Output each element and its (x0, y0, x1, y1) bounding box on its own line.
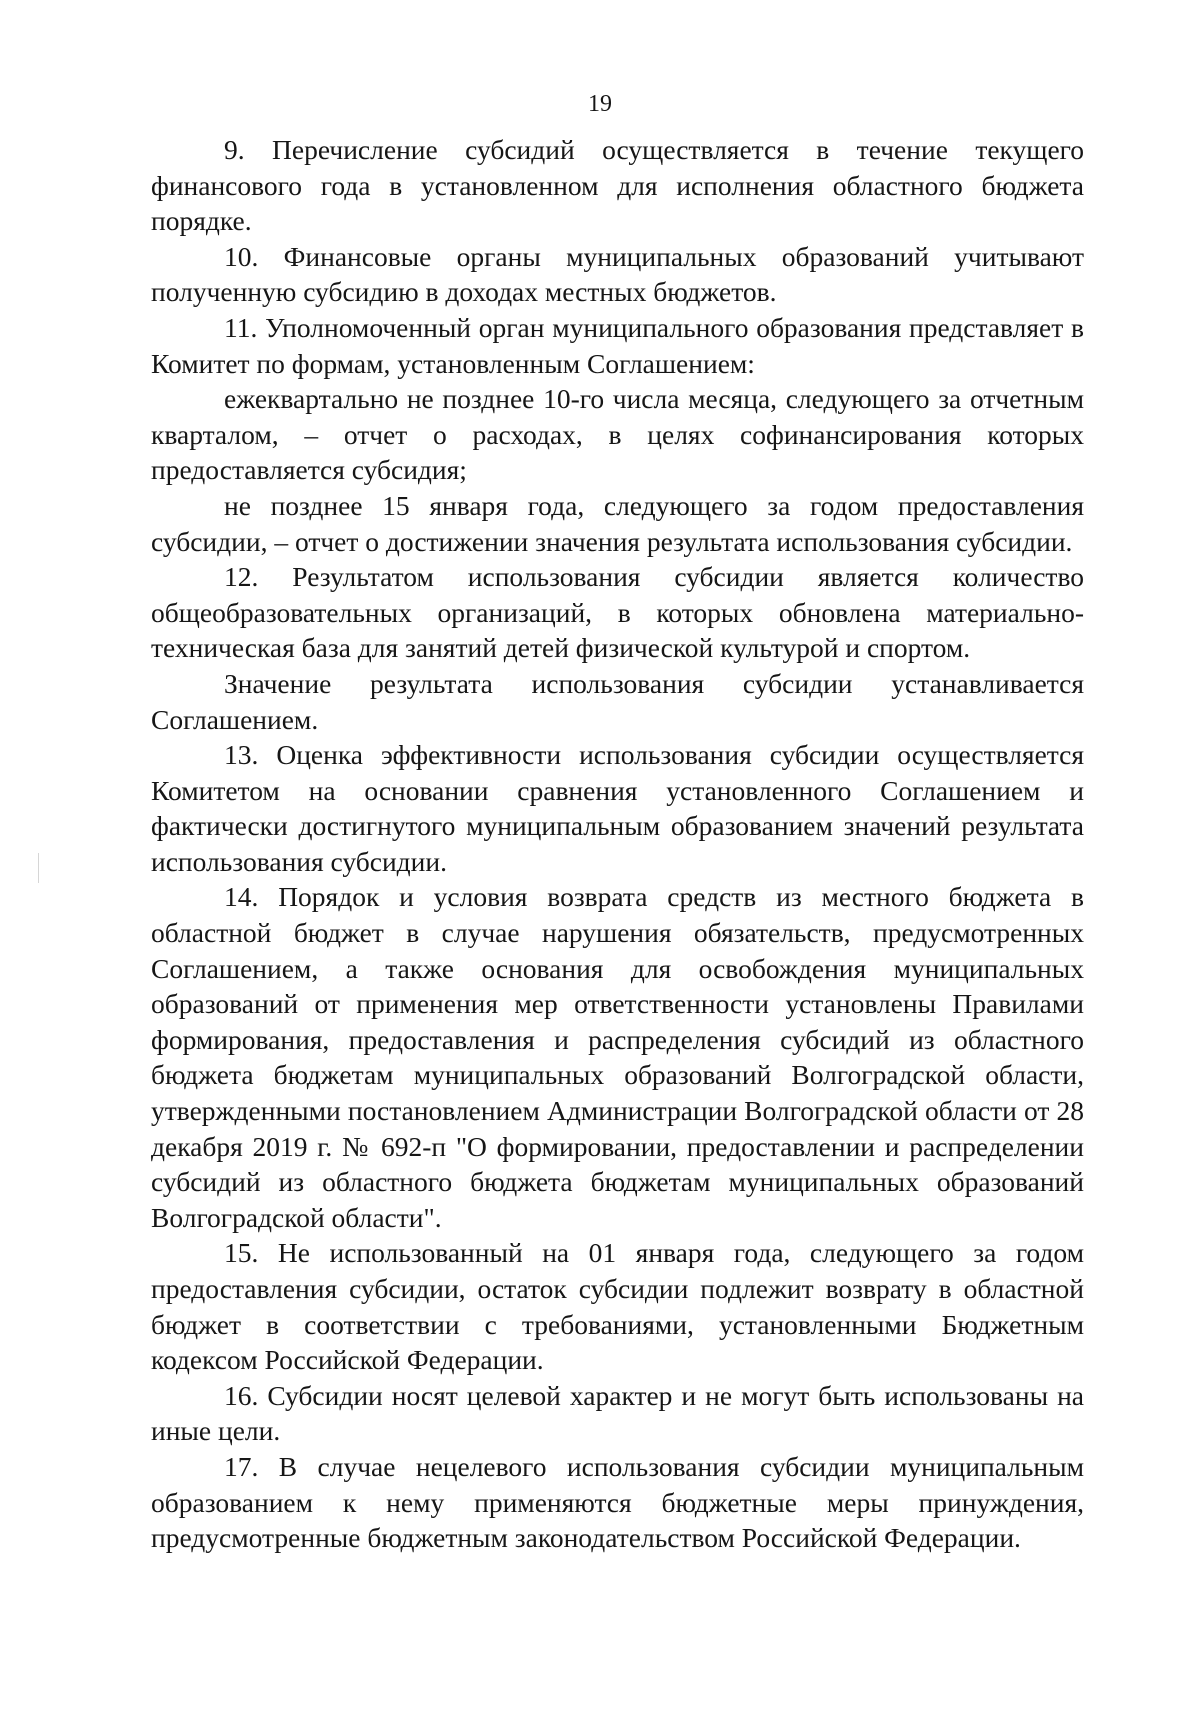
paragraph-11-quarterly: ежеквартально не позднее 10-го числа месяца, следующего за отчетным кварталом, – отчет о расходах, в целях софинансирования которых предоставляется субсидия; (151, 383, 1084, 486)
paragraph-9: 9. Перечисление субсидий осуществляется в течение текущего финансового года в установленном для исполнения областного бюджета порядке. (151, 134, 1084, 237)
paragraph-14: 14. Порядок и условия возврата средств из местного бюджета в областной бюджет в случае нарушения обязательств, предусмотренных Соглашением, а также основания для освобождения муниципальных образований от применения мер ответственности установлены Правилами формирования, предоставления и распределения субсидий из областного бюджета бюджетам муниципальных образований Волгоградской области, утвержденными постановлением Администрации Волгоградской области от 28 декабря 2019 г. № 692-п "О формировании, предоставлении и распределении субсидий из областного бюджета бюджетам муниципальных образований Волгоградской области". (151, 881, 1084, 1233)
paragraph-11: 11. Уполномоченный орган муниципального образования представляет в Комитет по формам, установленным Соглашением: (151, 311, 1084, 379)
page-number: 19 (588, 91, 612, 117)
paragraph-12-value: Значение результата использования субсидии устанавливается Соглашением. (151, 667, 1084, 735)
paragraph-13: 13. Оценка эффективности использования субсидии осуществляется Комитетом на основании сравнения установленного Соглашением и фактически достигнутого муниципальным образованием значений результата использования субсидии. (151, 739, 1084, 877)
scan-artifact (38, 853, 45, 883)
paragraph-15: 15. Не использованный на 01 января года, следующего за годом предоставления субсидии, остаток субсидии подлежит возврату в областной бюджет в соответствии с требованиями, установленными Бюджетным кодексом Российской Федерации. (151, 1237, 1084, 1376)
paragraph-10: 10. Финансовые органы муниципальных образований учитывают полученную субсидию в доходах местных бюджетов. (151, 240, 1084, 308)
paragraph-12: 12. Результатом использования субсидии является количество общеобразовательных организаций, в которых обновлена материально-техническая база для занятий детей физической культурой и спортом. (151, 561, 1084, 664)
paragraph-17: 17. В случае нецелевого использования субсидии муниципальным образованием к нему применяются бюджетные меры принуждения, предусмотренные бюджетным законодательством Российской Федерации. (151, 1450, 1084, 1554)
document-body (151, 132, 1084, 1556)
paragraph-16: 16. Субсидии носят целевой характер и не могут быть использованы на иные цели. (151, 1379, 1084, 1447)
paragraph-11-annual: не позднее 15 января года, следующего за годом предоставления субсидии, – отчет о достижении значения результата использования субсидии. (151, 489, 1084, 557)
